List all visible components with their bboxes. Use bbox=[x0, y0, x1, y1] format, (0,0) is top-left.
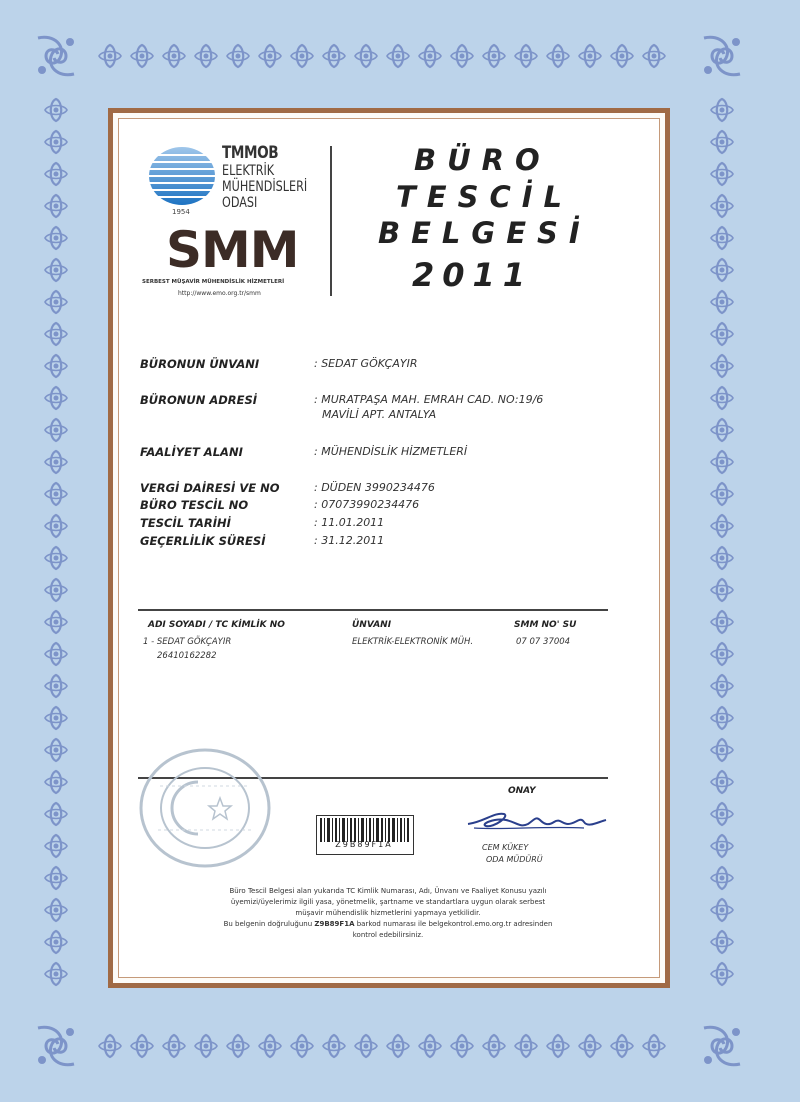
border-ornament-icon bbox=[711, 547, 733, 569]
field-label-office-title: BÜRONUN ÜNVANI bbox=[140, 357, 260, 371]
border-ornament-icon bbox=[131, 1035, 153, 1057]
border-ornament-icon bbox=[387, 45, 409, 67]
border-ornament-icon bbox=[291, 1035, 313, 1057]
footer-line-2: üyemizi/üyelerimiz ilgili yasa, yönetmelik, şartname ve standartlara uygun olarak serbest bbox=[230, 898, 546, 906]
border-ornament-icon bbox=[163, 1035, 185, 1057]
border-ornament-icon bbox=[227, 45, 249, 67]
field-label-validity: GEÇERLİLİK SÜRESİ bbox=[140, 534, 266, 548]
border-ornament-icon bbox=[45, 451, 67, 473]
field-label-registration-no: BÜRO TESCİL NO bbox=[140, 498, 249, 512]
border-ornament-icon bbox=[45, 835, 67, 857]
table-cell-smm-no: 07 07 37004 bbox=[516, 637, 571, 647]
border-ornament-icon bbox=[99, 1035, 121, 1057]
border-ornament-icon bbox=[711, 899, 733, 921]
border-ornament-icon bbox=[483, 1035, 505, 1057]
border-ornament-icon bbox=[711, 835, 733, 857]
border-ornament-icon bbox=[711, 163, 733, 185]
border-ornament-icon bbox=[711, 131, 733, 153]
border-ornament-icon bbox=[711, 291, 733, 313]
footer-notice bbox=[138, 886, 638, 941]
border-ornament-icon bbox=[515, 45, 537, 67]
approver-position: ODA MÜDÜRÜ bbox=[486, 855, 543, 864]
border-ornament-icon bbox=[45, 707, 67, 729]
border-ornament-icon bbox=[131, 45, 153, 67]
border-ornament-icon bbox=[45, 771, 67, 793]
field-value-office-address: : MURATPAŞA MAH. EMRAH CAD. NO:19/6 bbox=[314, 393, 544, 406]
border-corner-ornament-icon bbox=[704, 37, 740, 75]
field-value-registration-date: : 11.01.2011 bbox=[314, 516, 385, 529]
border-ornament-icon bbox=[419, 45, 441, 67]
field-label-tax: VERGİ DAİRESİ VE NO bbox=[140, 481, 280, 495]
logo-org-line-3: ODASI bbox=[222, 195, 258, 211]
title-year: 2011 bbox=[412, 256, 534, 294]
border-ornament-icon bbox=[45, 579, 67, 601]
border-ornament-icon bbox=[387, 1035, 409, 1057]
border-ornament-icon bbox=[711, 739, 733, 761]
footer-verify-line bbox=[138, 919, 638, 930]
border-ornament-icon bbox=[45, 963, 67, 985]
border-ornament-icon bbox=[45, 259, 67, 281]
field-label-activity: FAALİYET ALANI bbox=[140, 445, 243, 459]
table-header-name: ADI SOYADI / TC KİMLİK NO bbox=[148, 620, 285, 630]
border-ornament-icon bbox=[45, 131, 67, 153]
logo-org-line-2: MÜHENDİSLERİ bbox=[222, 179, 308, 195]
border-ornament-icon bbox=[711, 931, 733, 953]
border-ornament-icon bbox=[45, 99, 67, 121]
border-ornament-icon bbox=[515, 1035, 537, 1057]
border-ornament-icon bbox=[419, 1035, 441, 1057]
border-ornament-icon bbox=[611, 1035, 633, 1057]
border-ornament-icon bbox=[45, 547, 67, 569]
border-ornament-icon bbox=[711, 99, 733, 121]
border-ornament-icon bbox=[45, 323, 67, 345]
logo-divider bbox=[330, 146, 332, 296]
border-ornament-icon bbox=[643, 45, 665, 67]
border-ornament-icon bbox=[45, 291, 67, 313]
border-ornament-icon bbox=[711, 515, 733, 537]
footer-line-1: Büro Tescil Belgesi alan yukarıda TC Kimlik Numarası, Adı, Ünvanı ve Faaliyet Konusu yazılı bbox=[229, 887, 547, 895]
footer-verify-suffix: barkod numarası ile belgekontrol.emo.org.tr adresinden bbox=[354, 920, 553, 928]
border-ornament-icon bbox=[711, 579, 733, 601]
field-value-activity: : MÜHENDİSLİK HİZMETLERİ bbox=[314, 445, 468, 458]
border-ornament-icon bbox=[45, 419, 67, 441]
table-cell-tc: 26410162282 bbox=[157, 651, 217, 661]
border-ornament-icon bbox=[711, 675, 733, 697]
field-label-office-address: BÜRONUN ADRESİ bbox=[140, 393, 258, 407]
barcode-number: Z9B89F1A bbox=[335, 840, 393, 849]
border-ornament-icon bbox=[711, 227, 733, 249]
field-value-registration-no: : 07073990234476 bbox=[314, 498, 420, 511]
border-corner-ornament-icon bbox=[38, 37, 74, 75]
border-ornament-icon bbox=[711, 867, 733, 889]
border-ornament-icon bbox=[45, 163, 67, 185]
border-ornament-icon bbox=[483, 45, 505, 67]
field-label-registration-date: TESCİL TARİHİ bbox=[140, 516, 231, 530]
border-ornament-icon bbox=[45, 931, 67, 953]
table-header-title: ÜNVANI bbox=[352, 620, 392, 630]
table-top-rule bbox=[138, 609, 608, 611]
field-value-office-title: : SEDAT GÖKÇAYIR bbox=[314, 357, 418, 370]
border-ornament-icon bbox=[711, 707, 733, 729]
border-ornament-icon bbox=[45, 675, 67, 697]
title-line-3: BELGESİ bbox=[378, 216, 591, 250]
official-seal-icon bbox=[138, 746, 272, 870]
border-ornament-icon bbox=[711, 483, 733, 505]
border-ornament-icon bbox=[451, 1035, 473, 1057]
field-value-tax: : DÜDEN 3990234476 bbox=[314, 481, 435, 494]
border-ornament-icon bbox=[45, 899, 67, 921]
border-ornament-icon bbox=[711, 803, 733, 825]
border-ornament-icon bbox=[451, 45, 473, 67]
border-ornament-icon bbox=[291, 45, 313, 67]
border-ornament-icon bbox=[711, 355, 733, 377]
field-value-validity: : 31.12.2011 bbox=[314, 534, 385, 547]
border-ornament-icon bbox=[195, 1035, 217, 1057]
border-ornament-icon bbox=[227, 1035, 249, 1057]
smm-url: http://www.emo.org.tr/smm bbox=[178, 290, 261, 297]
border-ornament-icon bbox=[711, 611, 733, 633]
border-ornament-icon bbox=[45, 483, 67, 505]
border-ornament-icon bbox=[99, 45, 121, 67]
border-ornament-icon bbox=[45, 739, 67, 761]
barcode bbox=[316, 815, 414, 855]
border-ornament-icon bbox=[711, 963, 733, 985]
border-corner-ornament-icon bbox=[704, 1027, 740, 1065]
border-ornament-icon bbox=[711, 323, 733, 345]
border-ornament-icon bbox=[45, 227, 67, 249]
approver-name: CEM KÜKEY bbox=[482, 843, 529, 852]
border-ornament-icon bbox=[711, 771, 733, 793]
smm-subtitle: SERBEST MÜŞAVİR MÜHENDİSLİK HİZMETLERİ bbox=[142, 279, 285, 285]
table-header-smm-no: SMM NO' SU bbox=[514, 620, 577, 630]
border-ornament-icon bbox=[45, 611, 67, 633]
footer-verify-line-2: kontrol edebilirsiniz. bbox=[352, 931, 424, 939]
field-value-office-address-line-2: MAVİLİ APT. ANTALYA bbox=[322, 408, 437, 421]
border-ornament-icon bbox=[547, 1035, 569, 1057]
border-ornament-icon bbox=[323, 45, 345, 67]
border-ornament-icon bbox=[45, 355, 67, 377]
border-ornament-icon bbox=[45, 195, 67, 217]
border-ornament-icon bbox=[45, 803, 67, 825]
table-cell-title: ELEKTRİK-ELEKTRONİK MÜH. bbox=[352, 637, 474, 647]
border-ornament-icon bbox=[579, 1035, 601, 1057]
border-ornament-icon bbox=[611, 45, 633, 67]
signature-icon bbox=[464, 802, 614, 836]
border-ornament-icon bbox=[711, 419, 733, 441]
footer-line-3: müşavir mühendislik hizmetlerini yapmaya yetkilidir. bbox=[295, 909, 481, 917]
logo-org-name: TMMOB bbox=[222, 143, 279, 163]
border-ornament-icon bbox=[259, 45, 281, 67]
border-ornament-icon bbox=[355, 1035, 377, 1057]
logo-year: 1954 bbox=[172, 208, 190, 216]
border-ornament-icon bbox=[163, 45, 185, 67]
border-ornament-icon bbox=[355, 45, 377, 67]
border-ornament-icon bbox=[579, 45, 601, 67]
border-ornament-icon bbox=[45, 515, 67, 537]
emo-globe-logo-icon bbox=[148, 145, 216, 207]
border-ornament-icon bbox=[711, 643, 733, 665]
logo-org-line-1: ELEKTRİK bbox=[222, 163, 275, 179]
border-ornament-icon bbox=[195, 45, 217, 67]
title-line-2: TESCİL bbox=[396, 180, 574, 214]
approval-label: ONAY bbox=[508, 786, 536, 796]
border-ornament-icon bbox=[643, 1035, 665, 1057]
border-ornament-icon bbox=[45, 643, 67, 665]
border-ornament-icon bbox=[711, 195, 733, 217]
border-ornament-icon bbox=[45, 387, 67, 409]
border-ornament-icon bbox=[45, 867, 67, 889]
border-corner-ornament-icon bbox=[38, 1027, 74, 1065]
border-ornament-icon bbox=[259, 1035, 281, 1057]
border-ornament-icon bbox=[323, 1035, 345, 1057]
border-ornament-icon bbox=[711, 387, 733, 409]
smm-logo-text: SMM bbox=[166, 221, 299, 279]
footer-verify-code: Z9B89F1A bbox=[314, 920, 355, 928]
title-line-1: BÜRO bbox=[414, 143, 551, 177]
border-ornament-icon bbox=[711, 451, 733, 473]
border-ornament-icon bbox=[547, 45, 569, 67]
border-ornament-icon bbox=[711, 259, 733, 281]
footer-verify-prefix: Bu belgenin doğruluğunu bbox=[223, 920, 315, 928]
table-cell-name: 1 - SEDAT GÖKÇAYIR bbox=[143, 637, 232, 647]
